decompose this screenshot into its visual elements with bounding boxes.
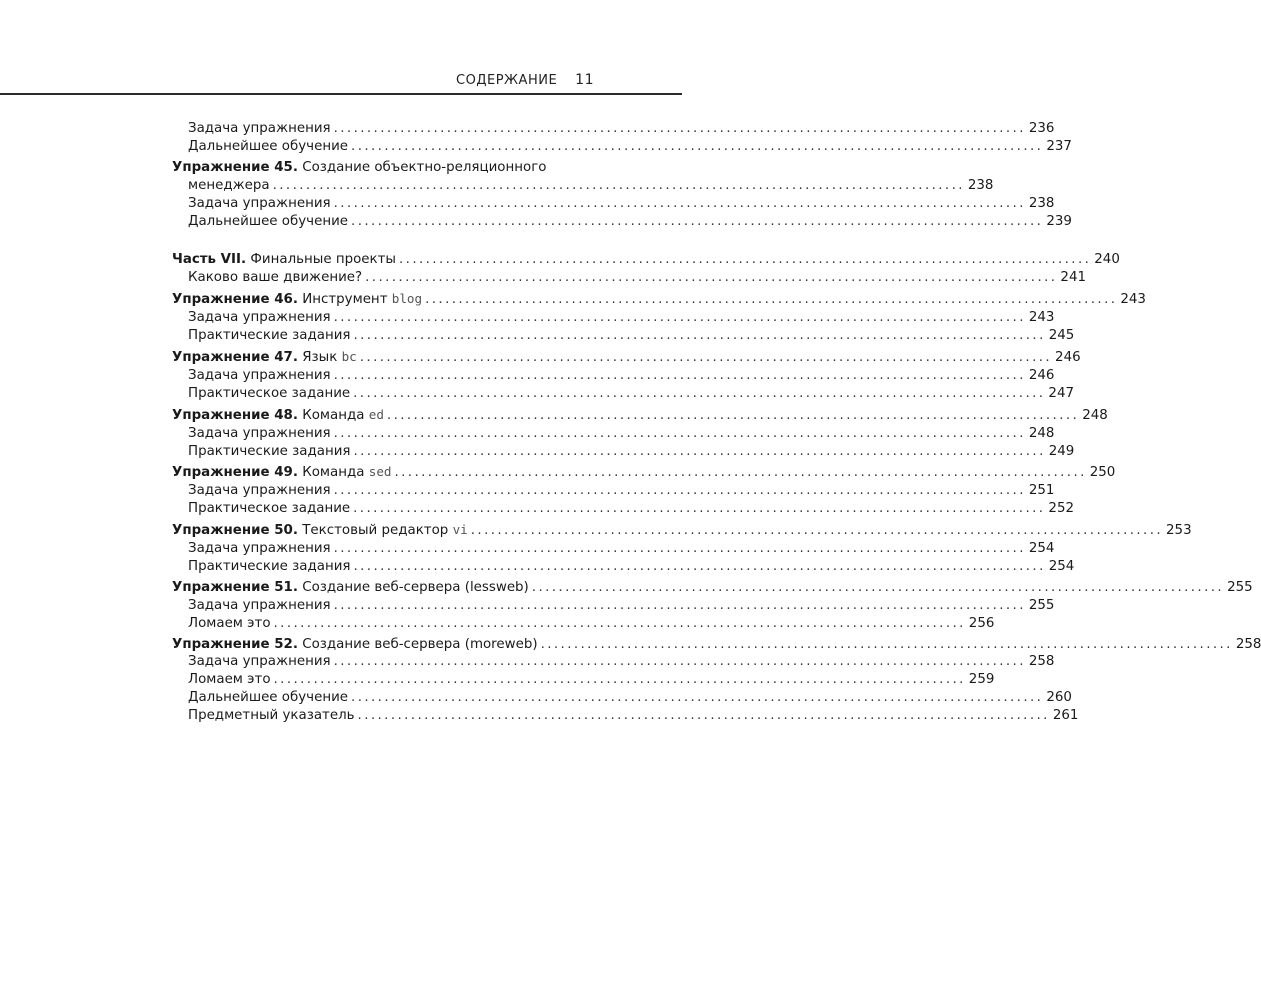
toc-label: Практические задания: [188, 328, 351, 344]
toc-entry[interactable]: [172, 558, 1075, 576]
toc-page: 255: [1227, 579, 1253, 595]
toc-chapter-entry[interactable]: [172, 406, 1108, 425]
dot-leader: ........................................................................................................: [425, 292, 1118, 308]
toc-page: 240: [1094, 252, 1120, 268]
toc-entry[interactable]: [172, 689, 1072, 707]
toc-page: 243: [1120, 292, 1146, 308]
toc-entry[interactable]: [172, 309, 1055, 327]
toc-page: 250: [1089, 465, 1116, 481]
dot-leader: ........................................................................................................: [353, 443, 1046, 459]
toc-page: 255: [1028, 597, 1055, 613]
dot-leader: ........................................................................................................: [333, 541, 1026, 557]
toc-entry[interactable]: [172, 269, 1086, 287]
part-number: Часть VII.: [172, 252, 247, 268]
dot-leader: ........................................................................................................: [353, 328, 1046, 344]
toc-label: Дальнейшее обучение: [188, 213, 349, 229]
dot-leader: ........................................................................................................: [273, 672, 966, 688]
toc-entry[interactable]: [172, 195, 1055, 213]
chapter-number: Упражнение 51.: [172, 579, 298, 595]
chapter-code: vi: [452, 522, 468, 538]
toc-page: 259: [968, 672, 995, 688]
dot-leader: ........................................................................................................: [470, 523, 1164, 539]
toc-entry[interactable]: [172, 615, 995, 633]
toc-entry[interactable]: [172, 138, 1072, 156]
chapter-title: Язык: [302, 349, 338, 365]
dot-leader: ........................................................................................................: [333, 425, 1026, 441]
toc-entry[interactable]: [172, 597, 1055, 615]
toc-label: Дальнейшее обучение: [188, 138, 349, 154]
toc-entry[interactable]: [172, 367, 1055, 385]
toc-page: 254: [1028, 541, 1055, 557]
chapter-number: Упражнение 52.: [172, 636, 298, 652]
toc-chapter-entry[interactable]: [172, 579, 1253, 597]
page-number: 11: [575, 72, 594, 88]
toc-label: Предметный указатель: [188, 708, 355, 724]
chapter-code: ed: [368, 406, 384, 422]
toc-page: 236: [1028, 121, 1055, 136]
dot-leader: ........................................................................................................: [353, 501, 1046, 517]
toc-label: Задача упражнения: [188, 597, 331, 613]
chapter-title: Команда: [302, 407, 365, 423]
dot-leader: ........................................................................................................: [272, 177, 965, 193]
toc-entry[interactable]: [172, 425, 1055, 443]
toc-entry[interactable]: [172, 443, 1075, 461]
section-title: СОДЕРЖАНИЕ: [456, 73, 558, 88]
toc-label: Ломаем это: [188, 672, 271, 688]
toc-page: 260: [1046, 690, 1072, 706]
toc-entry[interactable]: [172, 482, 1055, 500]
chapter-number: Упражнение 47.: [172, 349, 298, 365]
toc-entry[interactable]: [172, 177, 994, 195]
toc-entry[interactable]: [172, 120, 1055, 138]
toc-label: Задача упражнения: [188, 654, 331, 670]
toc-label: Дальнейшее обучение: [188, 690, 349, 706]
toc-chapter-entry[interactable]: [172, 463, 1116, 482]
toc-page: 245: [1048, 328, 1075, 344]
toc-page: 247: [1048, 385, 1074, 401]
dot-leader: ........................................................................................................: [540, 636, 1233, 652]
toc-page: 249: [1048, 443, 1075, 459]
dot-leader: ........................................................................................................: [351, 213, 1044, 229]
toc-chapter-heading[interactable]: [172, 159, 587, 177]
toc-page: 258: [1235, 636, 1261, 652]
dot-leader: ........................................................................................................: [394, 465, 1087, 481]
toc-page: 256: [968, 615, 995, 631]
chapter-number: Упражнение 45.: [172, 159, 298, 175]
toc-label: Каково ваше движение?: [188, 270, 363, 286]
chapter-title-continued: менеджера: [188, 177, 270, 193]
toc-entry[interactable]: [172, 500, 1074, 518]
toc-label: Практическое задание: [188, 385, 351, 401]
toc-label: Практическое задание: [188, 501, 351, 517]
dot-leader: ........................................................................................................: [351, 138, 1044, 154]
dot-leader: ........................................................................................................: [333, 483, 1026, 499]
dot-leader: ........................................................................................................: [353, 558, 1046, 574]
dot-leader: ........................................................................................................: [531, 579, 1225, 595]
chapter-number: Упражнение 48.: [172, 407, 298, 423]
dot-leader: ........................................................................................................: [273, 615, 966, 631]
toc-page: 248: [1082, 407, 1108, 423]
toc-page: 251: [1028, 483, 1055, 499]
dot-leader: ........................................................................................................: [353, 385, 1046, 401]
toc-page: 238: [1028, 195, 1055, 211]
toc-label: Практические задания: [188, 558, 351, 574]
toc-page: 241: [1060, 270, 1086, 286]
chapter-number: Упражнение 49.: [172, 465, 298, 481]
toc-entry[interactable]: [172, 671, 995, 689]
dot-leader: ........................................................................................................: [333, 310, 1026, 326]
header-rule: [0, 93, 682, 95]
toc-page: 237: [1046, 138, 1072, 154]
toc-label: Задача упражнения: [188, 541, 331, 557]
toc-page: 246: [1055, 349, 1081, 365]
dot-leader: ........................................................................................................: [333, 195, 1026, 211]
dot-leader: ........................................................................................................: [399, 252, 1092, 268]
toc-part-entry[interactable]: [172, 251, 1120, 269]
toc-entry[interactable]: [172, 327, 1075, 345]
chapter-title: Создание веб-сервера (lessweb): [302, 579, 529, 595]
toc-page: 258: [1028, 654, 1055, 670]
toc-label: Задача упражнения: [188, 425, 331, 441]
chapter-code: blog: [391, 291, 423, 307]
chapter-title: Текстовый редактор: [302, 523, 449, 539]
running-head: [456, 72, 594, 88]
dot-leader: ........................................................................................................: [333, 597, 1026, 613]
toc-label: Задача упражнения: [188, 310, 331, 326]
table-of-contents: [172, 120, 1261, 725]
chapter-title: Создание веб-сервера (moreweb): [302, 636, 538, 652]
toc-label: Ломаем это: [188, 615, 271, 631]
toc-entry[interactable]: [172, 707, 1079, 725]
chapter-title: Команда: [302, 465, 365, 481]
toc-entry[interactable]: [172, 653, 1055, 671]
dot-leader: ........................................................................................................: [333, 121, 1026, 136]
toc-label: Задача упражнения: [188, 195, 331, 211]
chapter-code: bc: [341, 348, 357, 364]
dot-leader: ........................................................................................................: [357, 708, 1050, 724]
dot-leader: ........................................................................................................: [386, 407, 1080, 423]
chapter-number: Упражнение 50.: [172, 523, 298, 539]
toc-page: 239: [1046, 213, 1072, 229]
dot-leader: ........................................................................................................: [351, 690, 1044, 706]
toc-label: Задача упражнения: [188, 367, 331, 383]
chapter-code: sed: [368, 464, 392, 480]
toc-page: 243: [1028, 310, 1055, 326]
dot-leader: ........................................................................................................: [333, 367, 1026, 383]
toc-page: 252: [1048, 501, 1074, 517]
toc-label: Практические задания: [188, 443, 351, 459]
toc-page: 238: [967, 177, 994, 193]
toc-chapter-entry[interactable]: [172, 290, 1146, 309]
chapter-title: Создание объектно-реляционного: [302, 159, 547, 175]
toc-page: 248: [1028, 425, 1055, 441]
toc-entry[interactable]: [172, 213, 1072, 231]
toc-page: 261: [1052, 708, 1079, 724]
toc-page: 246: [1028, 367, 1055, 383]
toc-entry[interactable]: [172, 540, 1055, 558]
chapter-number: Упражнение 46.: [172, 292, 298, 308]
toc-page: 254: [1048, 558, 1075, 574]
toc-page: 253: [1166, 523, 1192, 539]
toc-label: Задача упражнения: [188, 121, 331, 136]
chapter-title: Инструмент: [302, 292, 388, 308]
toc-entry[interactable]: [172, 385, 1074, 403]
toc-chapter-entry[interactable]: [172, 348, 1081, 367]
toc-chapter-entry[interactable]: [172, 636, 1261, 654]
part-title: Финальные проекты: [250, 252, 396, 268]
toc-chapter-entry[interactable]: [172, 521, 1192, 540]
dot-leader: ........................................................................................................: [365, 270, 1058, 286]
toc-label: Задача упражнения: [188, 483, 331, 499]
dot-leader: ........................................................................................................: [333, 654, 1026, 670]
dot-leader: ........................................................................................................: [359, 349, 1053, 365]
